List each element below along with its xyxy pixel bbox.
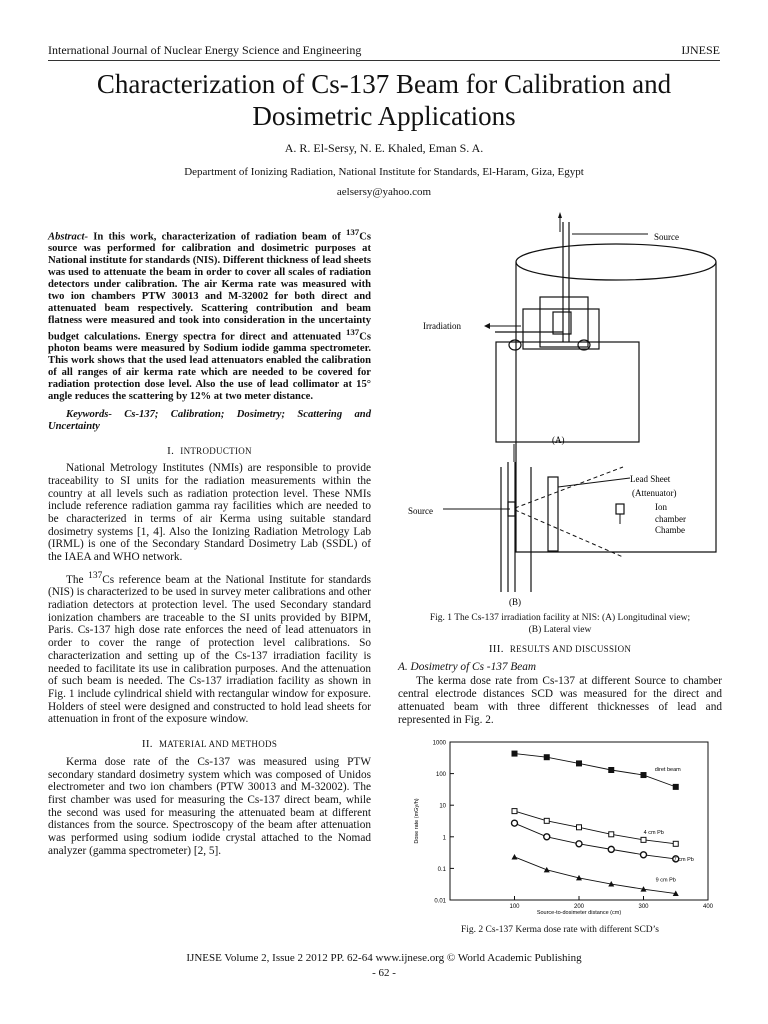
shield-top xyxy=(516,244,716,280)
subsection-dosimetry: A. Dosimetry of Cs -137 Beam xyxy=(398,660,537,673)
series-line xyxy=(515,754,676,787)
abstract-text: Cs photon beams were measured by Sodium iodide gamma spectrometer. This work shows that the used lead attenuators enabled the calibration of all ranges of air kerma rate which are needed to be covered for radiation protection dose level. Also the use of lead collimator at 15° angle reduces the scattering by 12% at two meter distance. xyxy=(48,331,371,402)
label-irradiation: Irradiation xyxy=(423,321,461,331)
x-tick-label: 200 xyxy=(573,904,585,910)
label-source-b: Source xyxy=(408,506,433,516)
journal-name: International Journal of Nuclear Energy Science and Engineering xyxy=(48,43,362,57)
series-label: 9 cm Pb xyxy=(655,877,676,884)
data-point xyxy=(544,818,549,823)
footer-citation: IJNESE Volume 2, Issue 2 2012 PP. 62-64 www.ijnese.org © World Academic Publishing xyxy=(186,952,582,964)
series-label: diret beam xyxy=(654,766,681,773)
y-tick-label: 1 xyxy=(442,835,446,842)
y-tick-label: 0.01 xyxy=(434,898,446,905)
section-heading-introduction: I. INTRODUCTION xyxy=(167,444,252,457)
x-tick-label: 100 xyxy=(509,904,520,910)
data-point xyxy=(544,867,550,873)
left-column xyxy=(48,227,371,857)
fig1-diagram xyxy=(398,212,722,610)
label-b: (B) xyxy=(509,597,521,607)
methods-paragraph: Kerma dose rate of the Cs-137 was measured using PTW secondary standard dosimetry system which was composed of Unidos electrometer and two ion chambers (PTW 30013 and M-32002). The first chamber was used for measuring the Cs-137 direct beam, while the second was used for measuring the attenuated beam at different distances from the source. Spectroscopy of the beam after attenuation was performed using sodium iodide crystal attached to the Nomad analyzer (gamma spectrometer) [2, 5]. xyxy=(48,755,371,857)
page-number: - 62 - xyxy=(372,967,396,979)
data-point xyxy=(673,841,678,846)
data-point xyxy=(576,841,582,847)
right-column xyxy=(398,643,722,726)
label-attenuator: (Attenuator) xyxy=(632,488,677,498)
results-paragraph: The kerma dose rate from Cs-137 at different Source to chamber central electrode distances SCD was measured for the direct and attenuated beam with three different thicknesses of lead and represented in Fig. 2. xyxy=(398,675,722,726)
fig1-caption: Fig. 1 The Cs-137 irradiation facility at NIS: (A) Longitudinal view; (B) Lateral view xyxy=(429,613,691,635)
data-point xyxy=(512,820,518,826)
data-point xyxy=(641,837,646,842)
email: aelsersy@yahoo.com xyxy=(336,186,432,198)
series-label: 4 cm Pb xyxy=(643,829,664,836)
base-box xyxy=(496,342,639,442)
data-point xyxy=(544,834,550,840)
header-rule xyxy=(48,60,720,61)
label-chambe: Chambe xyxy=(655,525,685,535)
isotope-sup: 137 xyxy=(345,326,360,337)
data-point xyxy=(576,760,582,766)
fig2-chart xyxy=(408,736,718,922)
section-heading-results: III. RESULTS AND DISCUSSION xyxy=(488,643,632,655)
fig2-caption: Fig. 2 Cs-137 Kerma dose rate with different SCD’s xyxy=(461,925,659,935)
series-line xyxy=(515,857,676,894)
data-point xyxy=(641,772,647,778)
journal-abbrev: IJNESE xyxy=(681,43,720,57)
data-point xyxy=(512,751,518,757)
y-tick-label: 1000 xyxy=(432,740,446,747)
data-point xyxy=(608,846,614,852)
y-tick-label: 100 xyxy=(435,772,446,779)
affiliation: Department of Ionizing Radiation, National Institute for Standards, El-Haram, Giza, Egypt xyxy=(184,166,584,178)
keywords: Keywords- Cs-137; Calibration; Dosimetry; Scattering and Uncertainty xyxy=(48,408,371,432)
label-chamber: chamber xyxy=(655,514,686,524)
label-lead-sheet: Lead Sheet xyxy=(630,474,671,484)
authors: A. R. El-Sersy, N. E. Khaled, Eman S. A. xyxy=(284,141,484,155)
isotope-sup: 137 xyxy=(345,227,360,237)
intro-paragraph-1: National Metrology Institutes (NMIs) are responsible to provide traceability to SI units for the radiation measurements within the country at all levels such as radiation protection level. These NMIs include reference radiation gamma ray facilities which are needed to be characterized in terms of air Kerma using suitable standard dosimetry systems [1, 4]. Also the Ionizing Radiation Metrology Lab (IRML) is one of the Secondary Standard Dosimetry Lab (SSDL) of the IAEA and WHO network. xyxy=(48,462,371,564)
footer xyxy=(0,951,768,981)
paper-title: Characterization of Cs-137 Beam for Calibration and Dosimetric Applications xyxy=(96,69,672,131)
data-point xyxy=(608,767,614,773)
data-point xyxy=(641,852,647,858)
label-source-a: Source xyxy=(654,232,679,242)
y-axis-label: Dose rate (mGy/h) xyxy=(414,798,420,844)
abstract-text: In this work, characterization of radiation beam of xyxy=(88,231,346,243)
intro-paragraph-2: The $^{137}$Cs reference beam at the National Institute for standards (NIS) is characterized to be used in survey meter calibrations and other radiation detectors at protection level. The used Secondary standard ionization chambers are traceable to the SI units provided by BIPM, Paris. Cs-137 high dose rate enforces the need of lead attenuators in order to cover the range of protection level calibrations. So characterization and setting up of the Cs-137 irradiation facility is needed to facilitate its use in calibration purposes. And the attenuation of such beam is needed. The Cs-137 irradiation facility as shown in Fig. 1 include cylindrical shield with rectangular window for exposure. Holders of steel were designed and constructed to hold lead sheets for attenuation in front of the exposure window. xyxy=(48,570,372,726)
data-point xyxy=(544,754,550,760)
abstract-text: Cs source was performed for calibration and dosimetric purposes at National institute for standards (NIS). Different thickness of lead sheets was used to attenuate the beam in order to cover all scales of radiation detectors under calibration. The air Kerma rate was measured with two ion chambers PTW 30013 and M-32002 for both direct and attenuated beam respectively. Scattering contribution and beam flatness were measured and took into consideration in the uncertainty budget calculations. Energy spectra for direct and attenuated xyxy=(48,231,371,343)
data-point xyxy=(512,809,517,814)
series-line xyxy=(515,811,676,844)
label-a: (A) xyxy=(552,435,565,445)
data-point xyxy=(609,832,614,837)
abstract-label: Abstract- xyxy=(48,231,89,243)
data-point xyxy=(577,825,582,830)
x-tick-label: 300 xyxy=(638,904,649,910)
x-tick-label: 400 xyxy=(702,904,714,910)
section-heading-methods: II. MATERIAL AND METHODS xyxy=(141,738,278,751)
y-tick-label: 10 xyxy=(439,803,446,810)
data-point xyxy=(512,854,518,860)
data-point xyxy=(673,784,679,790)
x-axis-label: Source-to-dosimeter distance (cm) xyxy=(536,910,622,916)
y-tick-label: 0.1 xyxy=(437,866,446,873)
label-ion: Ion xyxy=(655,502,667,512)
abstract xyxy=(48,227,371,403)
series-label: 7 cm Pb xyxy=(673,856,694,863)
